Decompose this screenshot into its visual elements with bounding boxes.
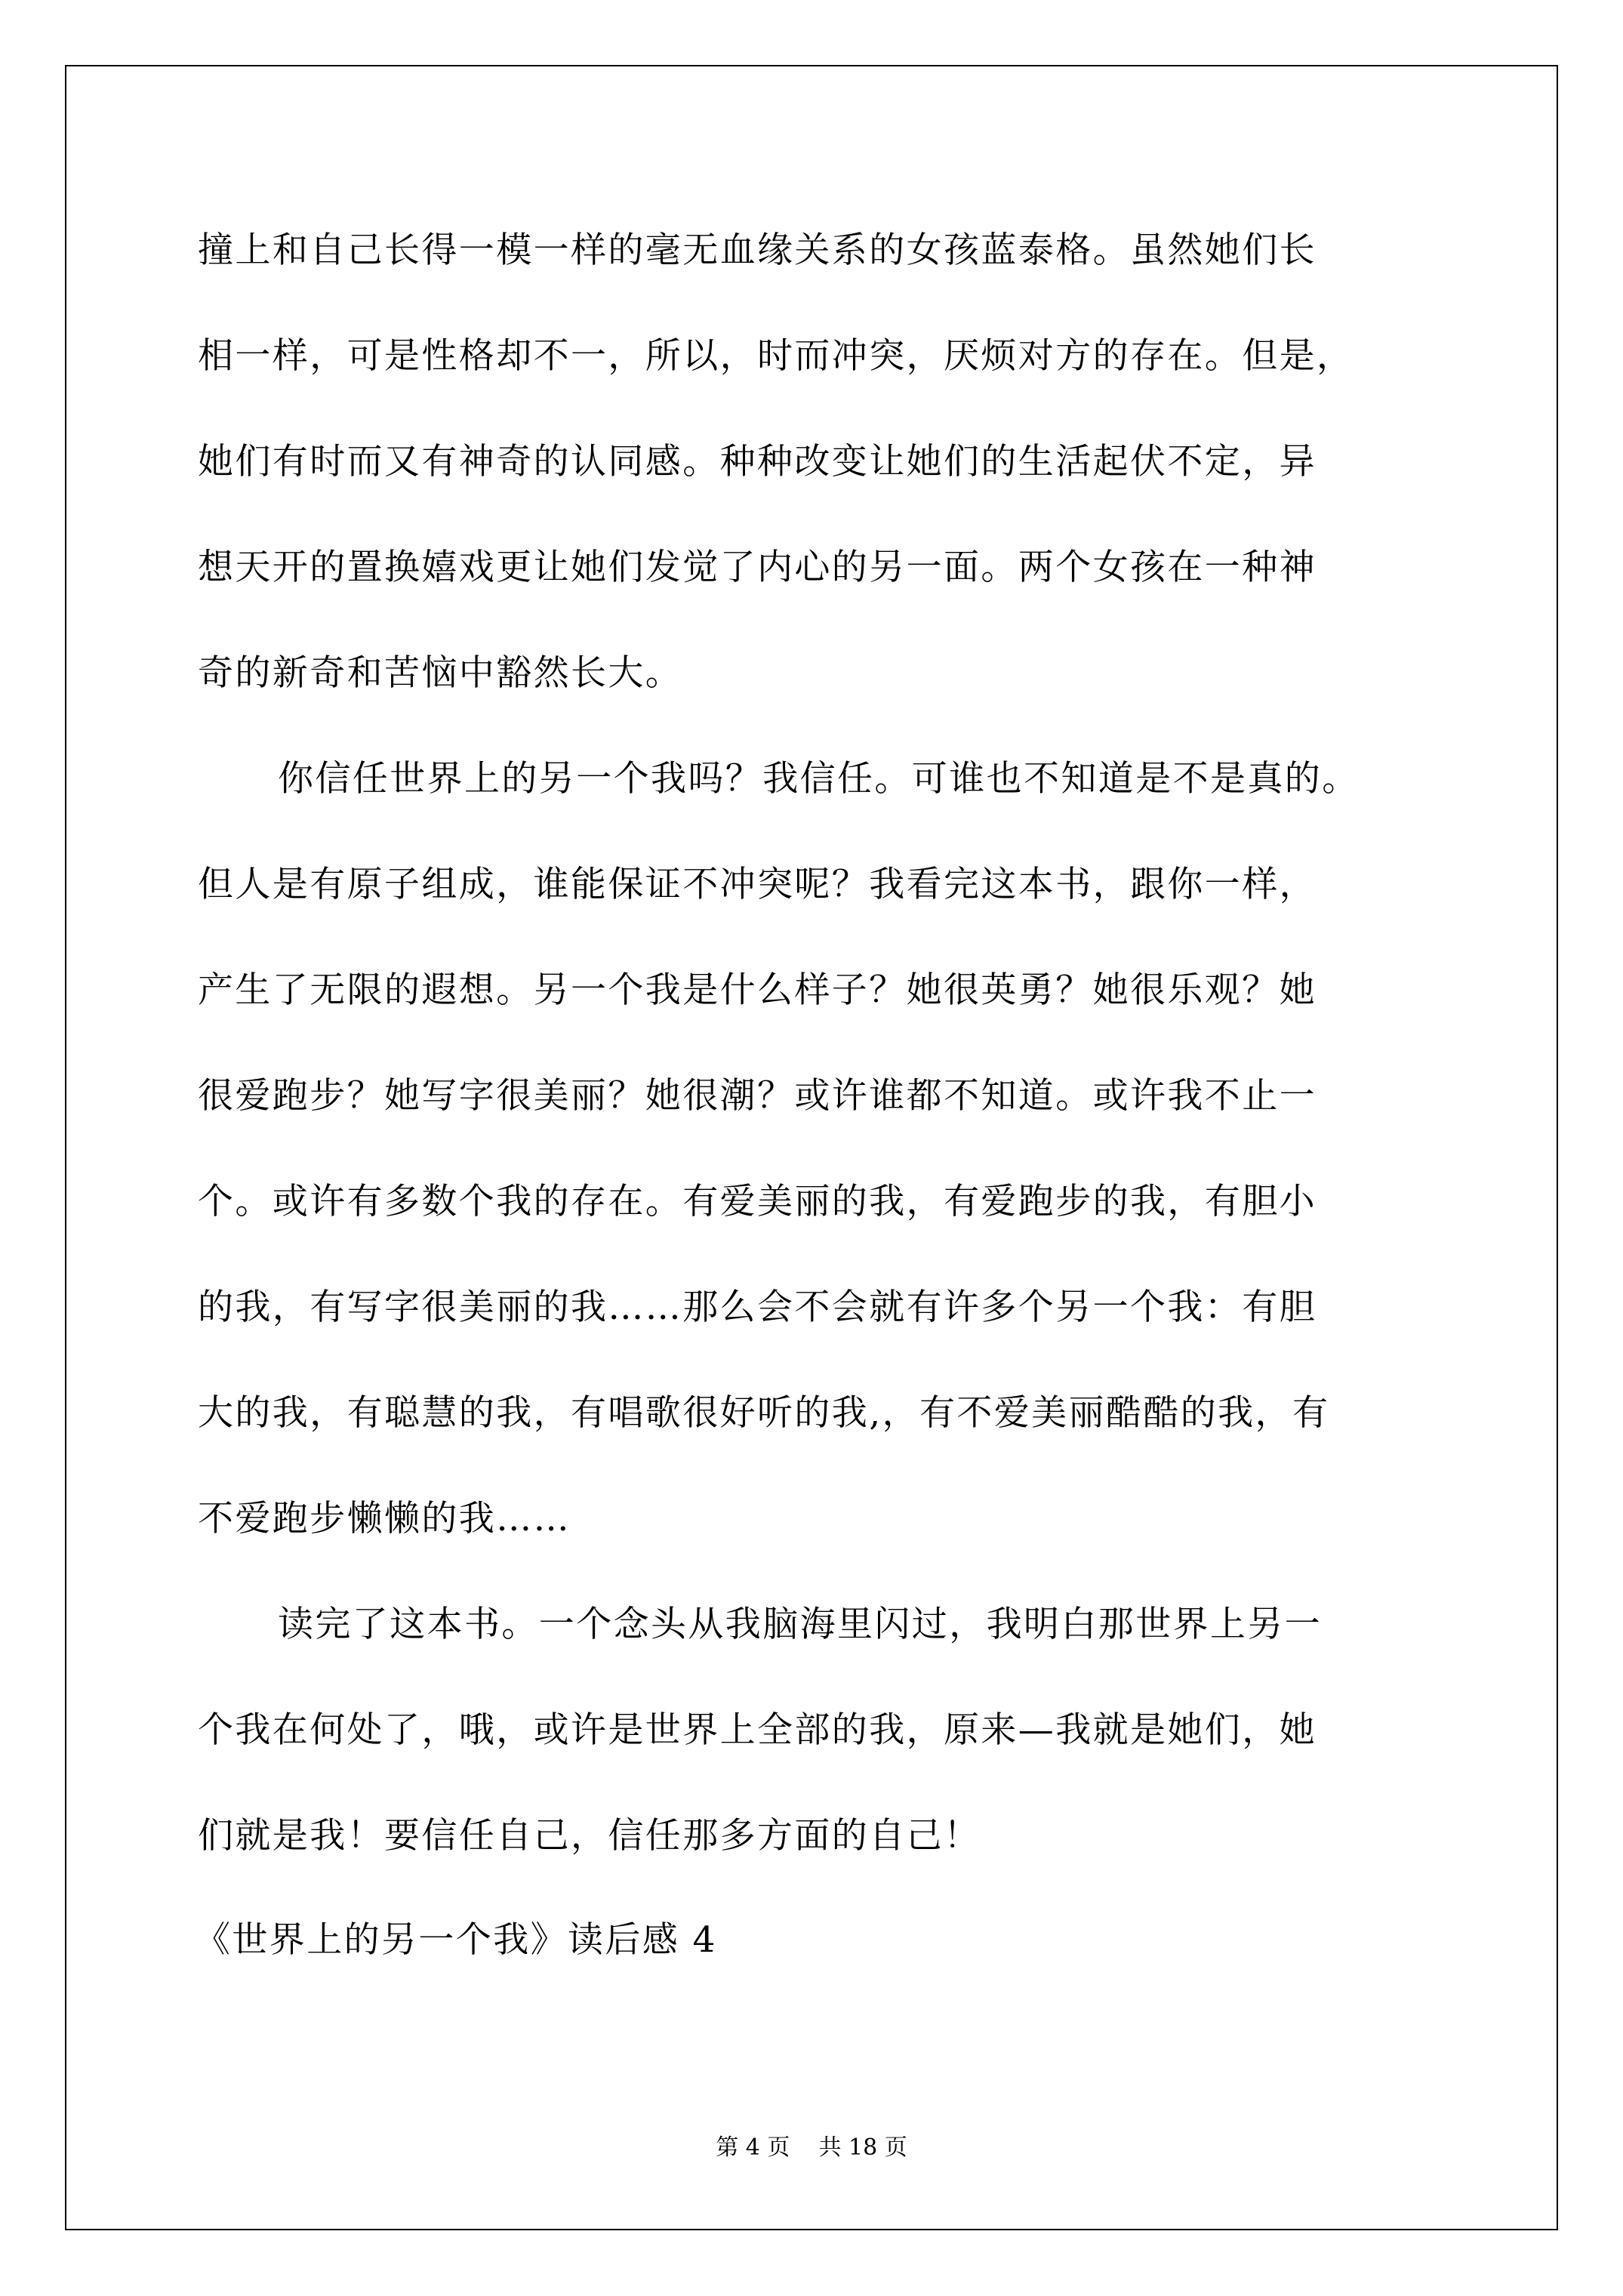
text-line: 不爱跑步懒懒的我…… — [198, 1498, 571, 1539]
section-heading: 《世界上的另一个我》读后感 4 — [195, 1919, 717, 1961]
text-line: 她们有时而又有神奇的认同感。种种改变让她们的生活起伏不定，异 — [198, 441, 1317, 482]
text-line: 们就是我！要信任自己，信任那多方面的自己！ — [198, 1815, 981, 1857]
text-line: 读完了这本书。一个念头从我脑海里闪过，我明白那世界上另一 — [278, 1604, 1323, 1645]
page-border — [65, 65, 1558, 2230]
text-line: 奇的新奇和苦恼中豁然长大。 — [198, 652, 683, 694]
text-line: 的我，有写字很美丽的我……那么会不会就有许多个另一个我：有胆 — [198, 1287, 1317, 1328]
text-line: 很爱跑步？她写字很美丽？她很潮？或许谁都不知道。或许我不止一 — [198, 1075, 1317, 1117]
text-line: 大的我，有聪慧的我，有唱歌很好听的我,，有不爱美丽酷酷的我，有 — [198, 1392, 1330, 1434]
text-line: 你信任世界上的另一个我吗？我信任。可谁也不知道是不是真的。 — [278, 758, 1360, 800]
text-line: 产生了无限的遐想。另一个我是什么样子？她很英勇？她很乐观？她 — [198, 969, 1317, 1011]
text-line: 个我在何处了，哦，或许是世界上全部的我，原来—我就是她们，她 — [198, 1709, 1317, 1751]
text-line: 相一样，可是性格却不一，所以，时而冲突，厌烦对方的存在。但是， — [198, 335, 1354, 377]
text-line: 撞上和自己长得一模一样的毫无血缘关系的女孩蓝泰格。虽然她们长 — [198, 230, 1317, 271]
page-number: 第 4 页 共 18 页 — [716, 2134, 907, 2161]
text-line: 但人是有原子组成，谁能保证不冲突呢？我看完这本书，跟你一样， — [198, 864, 1317, 905]
text-line: 想天开的置换嬉戏更让她们发觉了内心的另一面。两个女孩在一种神 — [198, 547, 1317, 588]
text-line: 个。或许有多数个我的存在。有爱美丽的我，有爱跑步的我，有胆小 — [198, 1181, 1317, 1222]
